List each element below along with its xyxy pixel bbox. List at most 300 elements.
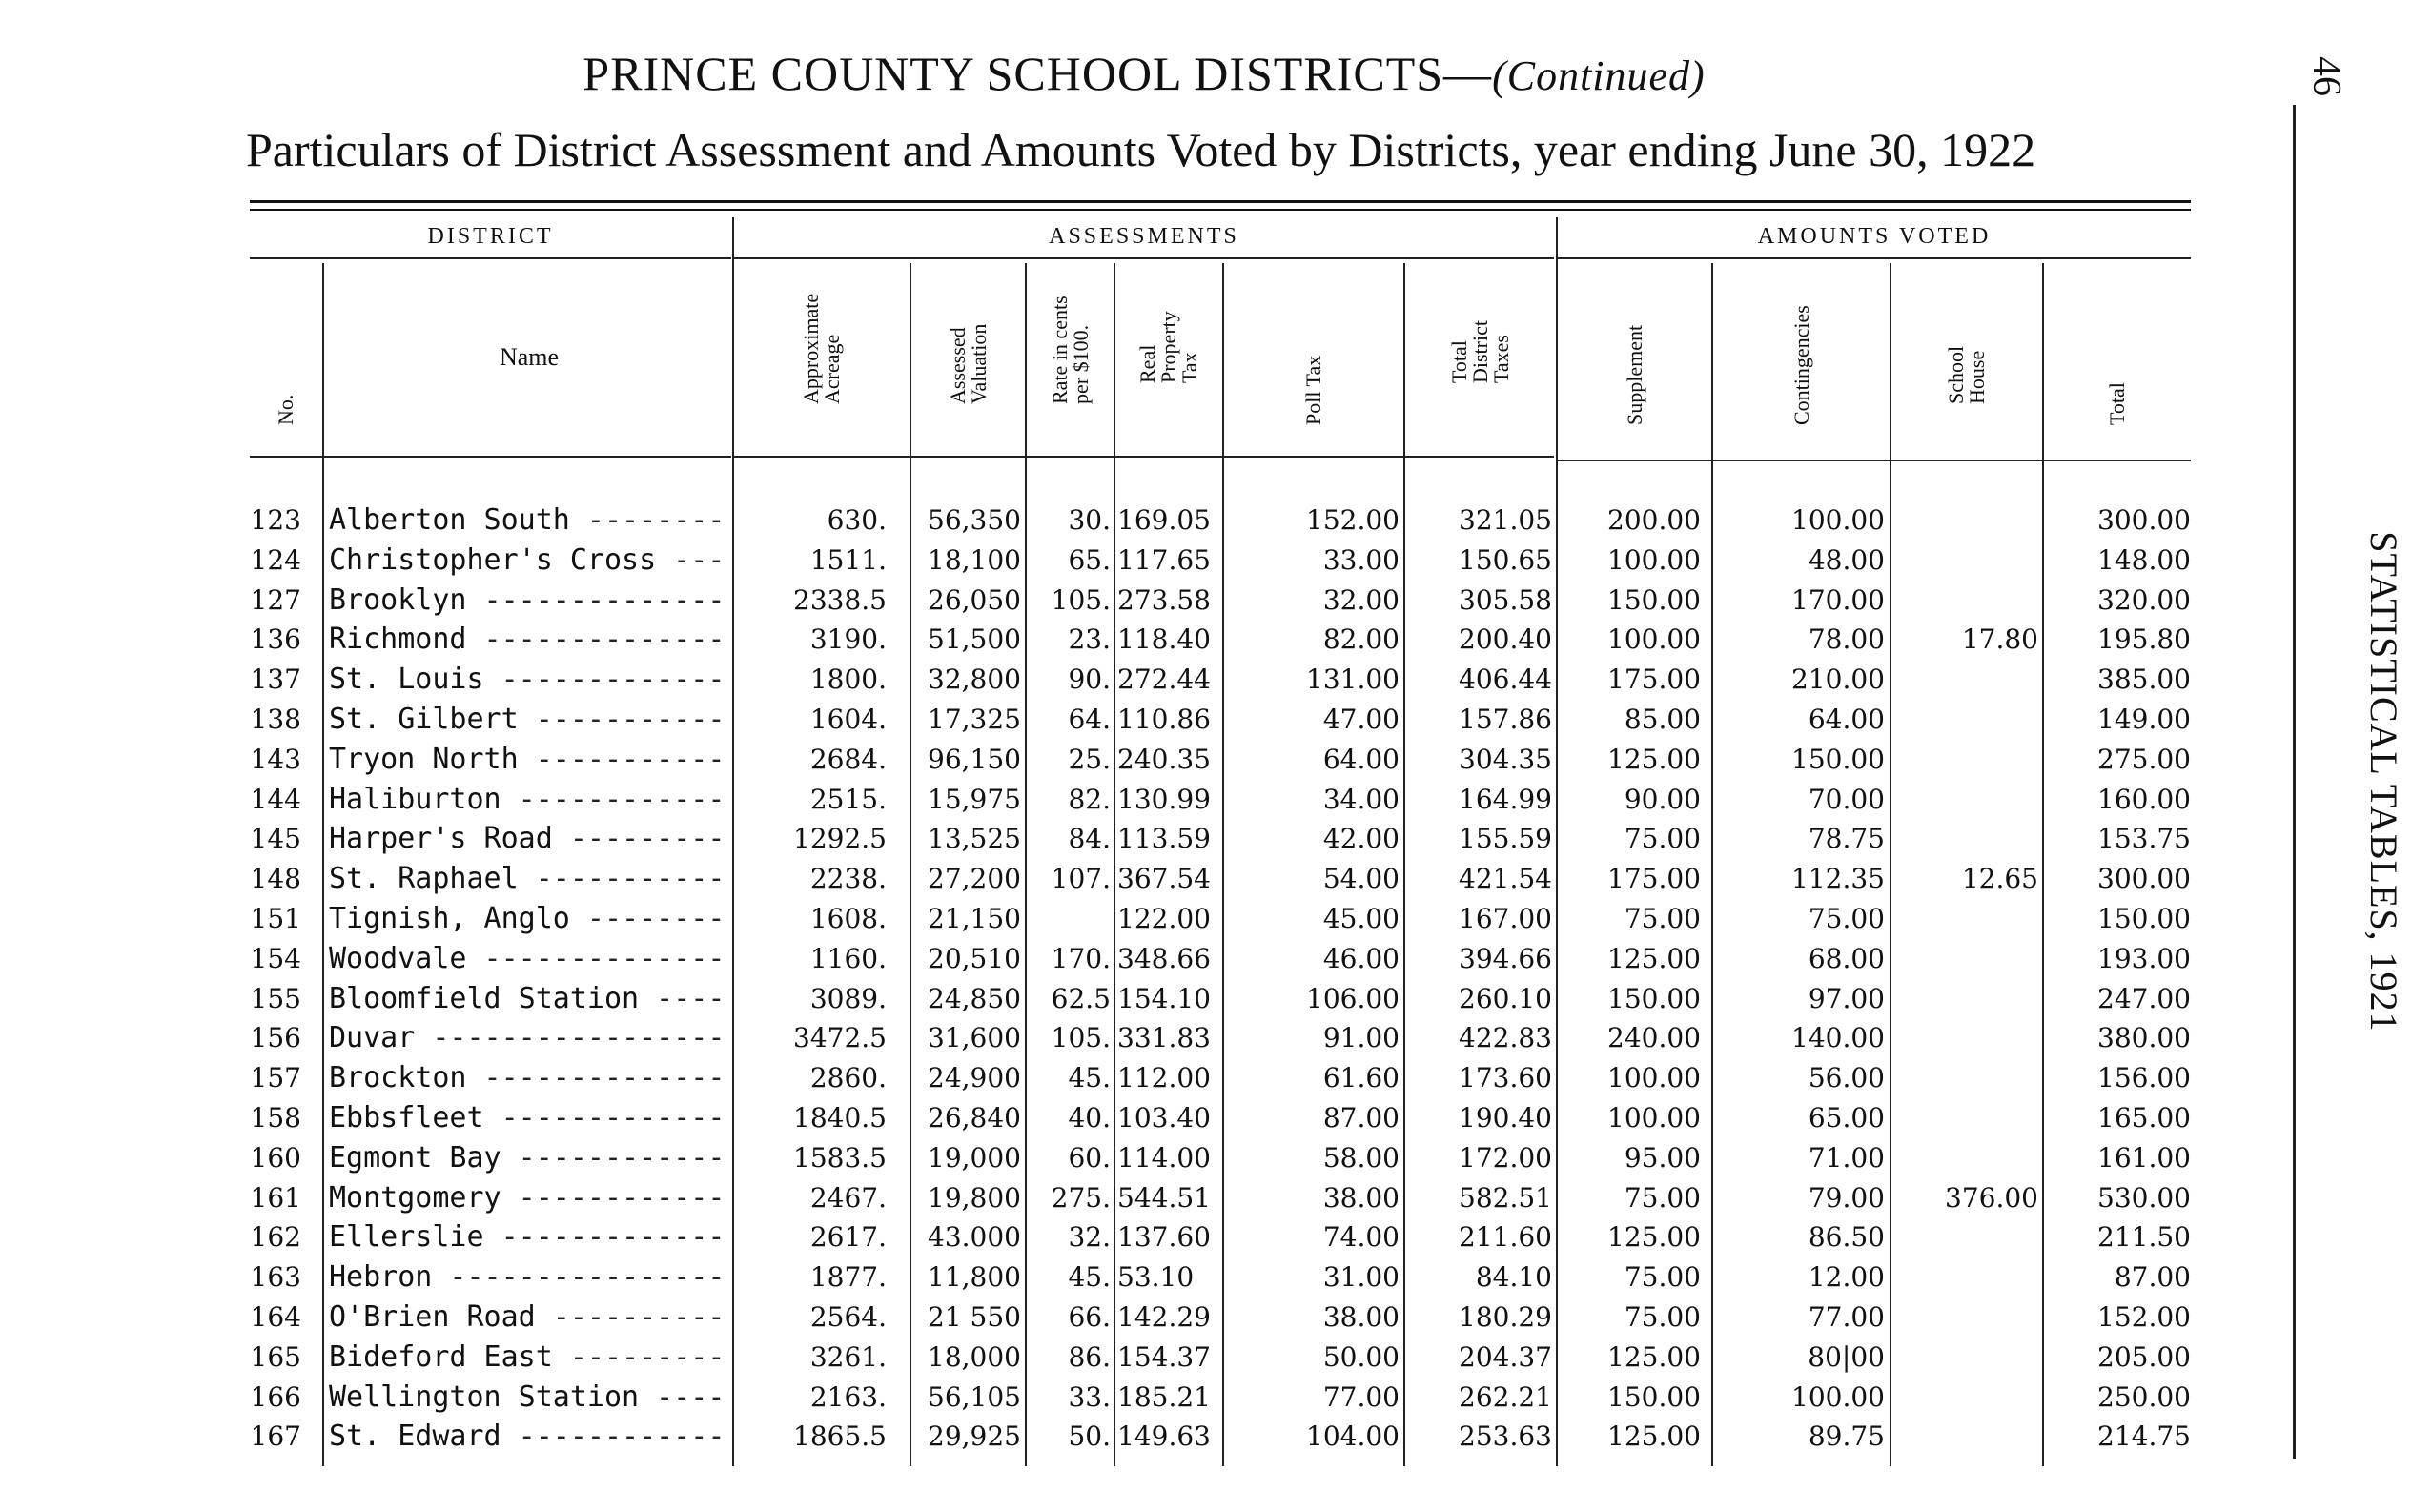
leader-dashes: ----------- [518, 703, 726, 736]
row-supplement: 175.00 [1607, 863, 1701, 895]
row-name [329, 780, 729, 820]
row-total-district: 394.66 [1459, 942, 1552, 974]
row-name [329, 939, 729, 979]
row-supplement: 75.00 [1624, 1181, 1701, 1214]
row-no: 158 [250, 1102, 301, 1134]
row-rate: 170. [1051, 942, 1111, 974]
row-acreage: 1877. [809, 1261, 887, 1294]
table-row [0, 899, 2193, 939]
table-row [0, 1297, 2193, 1338]
table-row [0, 1417, 2193, 1457]
row-valuation: 13,525 [928, 823, 1021, 855]
row-total: 149.00 [2097, 704, 2191, 735]
leader-dashes: ---------------- [432, 1260, 726, 1295]
running-head: STATISTICAL TABLES, 1921 [2362, 531, 2405, 1032]
district-name: Tryon North [329, 742, 519, 776]
table-row [0, 740, 2193, 780]
row-poll-tax: 58.00 [1322, 1141, 1400, 1174]
row-real-property: 117.65 [1117, 543, 1211, 576]
row-supplement: 125.00 [1607, 942, 1701, 974]
row-total-district: 406.44 [1459, 664, 1552, 696]
row-no: 144 [250, 783, 301, 815]
row-rate: 275. [1051, 1181, 1111, 1214]
row-total: 385.00 [2097, 664, 2191, 696]
row-supplement: 75.00 [1624, 1301, 1701, 1333]
district-name: St. Louis [329, 663, 484, 697]
row-name [329, 1338, 729, 1378]
row-real-property: 149.63 [1117, 1420, 1211, 1453]
row-real-property: 367.54 [1117, 863, 1211, 895]
row-rate: 25. [1068, 743, 1111, 775]
district-name: Christopher's Cross [329, 542, 657, 577]
group-assessments: ASSESSMENTS [1049, 224, 1239, 249]
row-real-property: 185.21 [1117, 1380, 1211, 1413]
row-real-property: 112.00 [1117, 1062, 1211, 1094]
row-school-house [1891, 1217, 2038, 1257]
row-rate: 90. [1068, 664, 1111, 696]
row-total-district: 164.99 [1459, 783, 1552, 815]
row-poll-tax: 32.00 [1322, 583, 1400, 616]
row-rate: 40. [1068, 1102, 1111, 1134]
col-head-total: Total [2105, 382, 2129, 425]
row-contingencies: 68.00 [1808, 942, 1885, 974]
row-poll-tax: 64.00 [1322, 743, 1400, 775]
row-no: 163 [250, 1261, 301, 1294]
row-school-house [1891, 1018, 2038, 1058]
leader-dashes: ------------ [501, 1140, 726, 1175]
row-no: 148 [250, 863, 301, 895]
row-rate: 45. [1068, 1261, 1111, 1294]
row-valuation: 27,200 [928, 863, 1021, 895]
leader-dashes: -------------- [466, 1061, 726, 1095]
row-total: 275.00 [2097, 743, 2191, 775]
col-head-acreage: Approximate Acreage [799, 293, 844, 404]
row-poll-tax: 31.00 [1322, 1261, 1400, 1294]
row-supplement: 75.00 [1624, 823, 1701, 855]
page-number: 46 [2304, 56, 2348, 96]
row-no: 157 [250, 1062, 301, 1094]
row-total: 320.00 [2097, 583, 2191, 616]
table-row [0, 939, 2193, 979]
title-text: PRINCE COUNTY SCHOOL DISTRICTS— [583, 47, 1493, 100]
row-supplement: 150.00 [1607, 982, 1701, 1014]
row-poll-tax: 104.00 [1306, 1420, 1400, 1453]
row-real-property: 272.44 [1117, 664, 1211, 696]
leader-dashes: --------- [552, 822, 726, 856]
row-total-district: 180.29 [1459, 1301, 1552, 1333]
row-rate: 32. [1068, 1221, 1111, 1254]
row-supplement: 75.00 [1624, 1261, 1701, 1294]
row-acreage: 1800. [809, 664, 887, 696]
row-school-house [1891, 660, 2038, 700]
row-valuation: 26,840 [928, 1102, 1021, 1134]
row-no: 136 [250, 623, 301, 656]
row-real-property: 154.10 [1117, 982, 1211, 1014]
row-school-house [1891, 1257, 2038, 1297]
row-school-house [1891, 581, 2038, 621]
row-school-house: 12.65 [1961, 863, 2038, 895]
row-acreage: 2338.5 [793, 583, 887, 616]
row-total-district: 167.00 [1459, 903, 1552, 934]
head-rule-amounts [1558, 460, 2191, 461]
table-row [0, 1378, 2193, 1418]
leader-dashes: -------------- [466, 941, 726, 975]
row-contingencies: 79.00 [1808, 1181, 1885, 1214]
table-row [0, 581, 2193, 621]
row-total-district: 253.63 [1459, 1420, 1552, 1453]
row-poll-tax: 50.00 [1322, 1340, 1400, 1373]
row-real-property: 154.37 [1117, 1340, 1211, 1373]
row-supplement: 90.00 [1624, 783, 1701, 815]
row-rate: 50. [1068, 1420, 1111, 1453]
row-acreage: 1292.5 [793, 823, 887, 855]
row-acreage: 1840.5 [793, 1102, 887, 1134]
district-name: Brooklyn [329, 582, 467, 617]
row-rate [1027, 899, 1111, 939]
district-name: Woodvale [329, 941, 467, 975]
row-rate: 60. [1068, 1141, 1111, 1174]
head-rule-assessments [734, 456, 1554, 458]
table-row [0, 1058, 2193, 1098]
row-valuation: 56,350 [928, 504, 1021, 536]
leader-dashes: -------------- [466, 582, 726, 617]
row-school-house [1891, 1417, 2038, 1457]
row-real-property: 169.05 [1117, 504, 1211, 536]
row-supplement: 200.00 [1607, 504, 1701, 536]
district-name: O'Brien Road [329, 1300, 536, 1334]
row-total: 87.00 [2114, 1261, 2191, 1294]
row-valuation: 56,105 [928, 1380, 1021, 1413]
row-poll-tax: 46.00 [1322, 942, 1400, 974]
row-school-house [1891, 1058, 2038, 1098]
district-name: Egmont Bay [329, 1140, 501, 1175]
leader-dashes: ----------- [518, 862, 726, 896]
row-total-district: 172.00 [1459, 1141, 1552, 1174]
district-name: Brockton [329, 1061, 467, 1095]
row-contingencies: 89.75 [1808, 1420, 1885, 1453]
district-name: Tignish, Anglo [329, 902, 570, 935]
row-contingencies: 112.35 [1791, 863, 1885, 895]
table-row [0, 660, 2193, 700]
row-supplement: 100.00 [1607, 543, 1701, 576]
col-head-poll-tax: Poll Tax [1301, 355, 1325, 425]
row-real-property: 110.86 [1117, 704, 1211, 735]
row-poll-tax: 54.00 [1322, 863, 1400, 895]
row-total: 195.80 [2097, 623, 2191, 656]
leader-dashes: ---- [639, 1379, 726, 1414]
row-total-district: 305.58 [1459, 583, 1552, 616]
row-no: 154 [250, 942, 301, 974]
district-name: Hebron [329, 1260, 433, 1295]
row-name [329, 581, 729, 621]
leader-dashes: -------- [569, 503, 726, 537]
row-contingencies: 56.00 [1808, 1062, 1885, 1094]
row-contingencies: 210.00 [1791, 664, 1885, 696]
row-name [329, 1217, 729, 1257]
leader-dashes: -------------- [466, 623, 726, 657]
row-name [329, 1058, 729, 1098]
row-poll-tax: 38.00 [1322, 1301, 1400, 1333]
row-total: 148.00 [2097, 543, 2191, 576]
row-real-property: 53.10 [1117, 1261, 1195, 1294]
row-real-property: 240.35 [1117, 743, 1211, 775]
row-valuation: 20,510 [928, 942, 1021, 974]
row-contingencies: 12.00 [1808, 1261, 1885, 1294]
row-rate: 86. [1068, 1340, 1111, 1373]
district-name: Montgomery [329, 1180, 501, 1215]
row-valuation: 29,925 [928, 1420, 1021, 1453]
row-contingencies: 80|00 [1808, 1340, 1885, 1373]
row-acreage: 1604. [809, 704, 887, 735]
table-row [0, 1217, 2193, 1257]
row-total-district: 421.54 [1459, 863, 1552, 895]
leader-dashes: ------------- [483, 663, 726, 697]
page-subtitle: Particulars of District Assessment and Amounts Voted by Districts, year ending June 30, 1922 [246, 123, 2036, 176]
row-total: 153.75 [2097, 823, 2191, 855]
row-valuation: 24,850 [928, 982, 1021, 1014]
row-no: 160 [250, 1141, 301, 1174]
row-no: 155 [250, 982, 301, 1014]
row-school-house [1891, 979, 2038, 1019]
col-head-total-district: Total District Taxes [1447, 320, 1513, 383]
row-real-property: 137.60 [1117, 1221, 1211, 1254]
row-no: 127 [250, 583, 301, 616]
row-real-property: 122.00 [1117, 903, 1211, 934]
district-name: Bideford East [329, 1339, 553, 1374]
district-name: St. Raphael [329, 862, 519, 896]
row-total-district: 150.65 [1459, 543, 1552, 576]
row-rate: 62.5 [1051, 982, 1111, 1014]
row-contingencies: 100.00 [1791, 504, 1885, 536]
row-name [329, 1257, 729, 1297]
col-head-supplement: Supplement [1622, 324, 1646, 425]
row-total: 161.00 [2097, 1141, 2191, 1174]
row-valuation: 21,150 [928, 903, 1021, 934]
row-acreage: 2467. [809, 1181, 887, 1214]
table-row [0, 1138, 2193, 1178]
row-total: 150.00 [2097, 903, 2191, 934]
row-name [329, 620, 729, 660]
row-name [329, 700, 729, 740]
row-supplement: 125.00 [1607, 1221, 1701, 1254]
row-name [329, 541, 729, 581]
row-supplement: 175.00 [1607, 664, 1701, 696]
row-valuation: 24,900 [928, 1062, 1021, 1094]
row-poll-tax: 74.00 [1322, 1221, 1400, 1254]
row-real-property: 103.40 [1117, 1102, 1211, 1134]
row-acreage: 1583.5 [793, 1141, 887, 1174]
table-row [0, 979, 2193, 1019]
row-school-house [1891, 819, 2038, 859]
row-rate: 65. [1068, 543, 1111, 576]
table-row [0, 620, 2193, 660]
row-total-district: 321.05 [1459, 504, 1552, 536]
top-rule [250, 200, 2191, 203]
row-contingencies: 100.00 [1791, 1380, 1885, 1413]
row-total-district: 582.51 [1459, 1181, 1552, 1214]
row-total-district: 260.10 [1459, 982, 1552, 1014]
row-contingencies: 48.00 [1808, 543, 1885, 576]
row-no: 138 [250, 704, 301, 735]
row-school-house [1891, 780, 2038, 820]
row-name [329, 660, 729, 700]
leader-dashes: ------------- [483, 1220, 726, 1255]
district-name: Alberton South [329, 503, 570, 537]
row-valuation: 15,975 [928, 783, 1021, 815]
row-rate: 30. [1068, 504, 1111, 536]
row-valuation: 32,800 [928, 664, 1021, 696]
row-acreage: 3190. [809, 623, 887, 656]
row-acreage: 1511. [809, 543, 887, 576]
row-rate: 64. [1068, 704, 1111, 735]
row-poll-tax: 131.00 [1306, 664, 1400, 696]
row-school-house [1891, 1338, 2038, 1378]
row-total: 156.00 [2097, 1062, 2191, 1094]
row-contingencies: 140.00 [1791, 1022, 1885, 1054]
row-total: 250.00 [2097, 1380, 2191, 1413]
row-valuation: 18,000 [928, 1340, 1021, 1373]
group-district: DISTRICT [427, 224, 554, 249]
row-real-property: 114.00 [1117, 1141, 1211, 1174]
col-head-real-property: Real Property Tax [1135, 311, 1201, 383]
row-total-district: 211.60 [1459, 1221, 1552, 1254]
row-contingencies: 77.00 [1808, 1301, 1885, 1333]
row-supplement: 100.00 [1607, 623, 1701, 656]
row-school-house [1891, 740, 2038, 780]
side-border [2293, 105, 2296, 1459]
row-total: 160.00 [2097, 783, 2191, 815]
leader-dashes: ------------ [501, 1420, 726, 1454]
row-acreage: 3261. [809, 1340, 887, 1373]
row-acreage: 3089. [809, 982, 887, 1014]
row-real-property: 348.66 [1117, 942, 1211, 974]
row-poll-tax: 106.00 [1306, 982, 1400, 1014]
table-row [0, 700, 2193, 740]
row-name [329, 819, 729, 859]
leader-dashes: ------------ [501, 1180, 726, 1215]
col-head-school-house: School House [1944, 345, 1989, 404]
row-total: 530.00 [2097, 1181, 2191, 1214]
row-contingencies: 78.00 [1808, 623, 1885, 656]
row-total: 211.50 [2097, 1221, 2191, 1254]
row-valuation: 11,800 [928, 1261, 1021, 1294]
table-row [0, 501, 2193, 541]
row-contingencies: 86.50 [1808, 1221, 1885, 1254]
row-acreage: 2860. [809, 1062, 887, 1094]
row-no: 124 [250, 543, 301, 576]
row-no: 161 [250, 1181, 301, 1214]
row-total-district: 84.10 [1475, 1261, 1552, 1294]
table-row [0, 780, 2193, 820]
leader-dashes: ---------- [535, 1300, 726, 1334]
row-name [329, 1138, 729, 1178]
row-real-property: 130.99 [1117, 783, 1211, 815]
leader-dashes: ---- [639, 981, 726, 1015]
row-supplement: 125.00 [1607, 743, 1701, 775]
row-valuation: 26,050 [928, 583, 1021, 616]
row-name [329, 501, 729, 541]
row-total: 380.00 [2097, 1022, 2191, 1054]
district-name: Duvar [329, 1021, 416, 1055]
leader-dashes: ----------- [518, 742, 726, 776]
row-poll-tax: 47.00 [1322, 704, 1400, 735]
row-poll-tax: 38.00 [1322, 1181, 1400, 1214]
col-head-no: No. [274, 394, 297, 425]
row-no: 165 [250, 1340, 301, 1373]
row-total: 205.00 [2097, 1340, 2191, 1373]
district-name: Haliburton [329, 782, 501, 816]
leader-dashes: --- [656, 542, 726, 577]
row-poll-tax: 77.00 [1322, 1380, 1400, 1413]
row-total-district: 155.59 [1459, 823, 1552, 855]
row-rate: 82. [1068, 783, 1111, 815]
row-valuation: 21 550 [928, 1301, 1021, 1333]
row-valuation: 17,325 [928, 704, 1021, 735]
row-contingencies: 78.75 [1808, 823, 1885, 855]
row-total-district: 157.86 [1459, 704, 1552, 735]
row-supplement: 100.00 [1607, 1102, 1701, 1134]
table-row [0, 1098, 2193, 1138]
row-total-district: 173.60 [1459, 1062, 1552, 1094]
row-valuation: 19,800 [928, 1181, 1021, 1214]
row-rate: 66. [1068, 1301, 1111, 1333]
row-real-property: 544.51 [1117, 1181, 1211, 1214]
row-name [329, 1098, 729, 1138]
row-acreage: 2163. [809, 1380, 887, 1413]
row-school-house [1891, 501, 2038, 541]
col-head-contingencies: Contingencies [1789, 305, 1813, 425]
row-total-district: 304.35 [1459, 743, 1552, 775]
group-amounts-voted: AMOUNTS VOTED [1757, 224, 1992, 249]
table-row [0, 1178, 2193, 1218]
row-valuation: 51,500 [928, 623, 1021, 656]
row-contingencies: 64.00 [1808, 704, 1885, 735]
row-no: 145 [250, 823, 301, 855]
row-acreage: 1608. [809, 903, 887, 934]
row-name [329, 740, 729, 780]
row-real-property: 273.58 [1117, 583, 1211, 616]
row-school-house [1891, 939, 2038, 979]
row-total: 300.00 [2097, 863, 2191, 895]
row-total: 193.00 [2097, 942, 2191, 974]
row-total-district: 200.40 [1459, 623, 1552, 656]
leader-dashes: ------------- [483, 1101, 726, 1134]
row-acreage: 2684. [809, 743, 887, 775]
row-acreage: 1160. [809, 942, 887, 974]
district-name: St. Gilbert [329, 703, 519, 736]
row-no: 137 [250, 664, 301, 696]
row-contingencies: 70.00 [1808, 783, 1885, 815]
row-poll-tax: 82.00 [1322, 623, 1400, 656]
row-school-house: 17.80 [1961, 623, 2038, 656]
row-supplement: 125.00 [1607, 1340, 1701, 1373]
row-supplement: 95.00 [1624, 1141, 1701, 1174]
district-name: Ebbsfleet [329, 1101, 484, 1134]
row-acreage: 2238. [809, 863, 887, 895]
row-rate: 23. [1068, 623, 1111, 656]
row-school-house [1891, 700, 2038, 740]
row-name [329, 1018, 729, 1058]
row-supplement: 125.00 [1607, 1420, 1701, 1453]
row-acreage: 2617. [809, 1221, 887, 1254]
row-no: 123 [250, 504, 301, 536]
row-rate: 107. [1051, 863, 1111, 895]
district-name: St. Edward [329, 1420, 501, 1454]
row-no: 156 [250, 1022, 301, 1054]
row-valuation: 43.000 [928, 1221, 1021, 1254]
row-school-house: 376.00 [1945, 1181, 2038, 1214]
row-name [329, 1378, 729, 1418]
